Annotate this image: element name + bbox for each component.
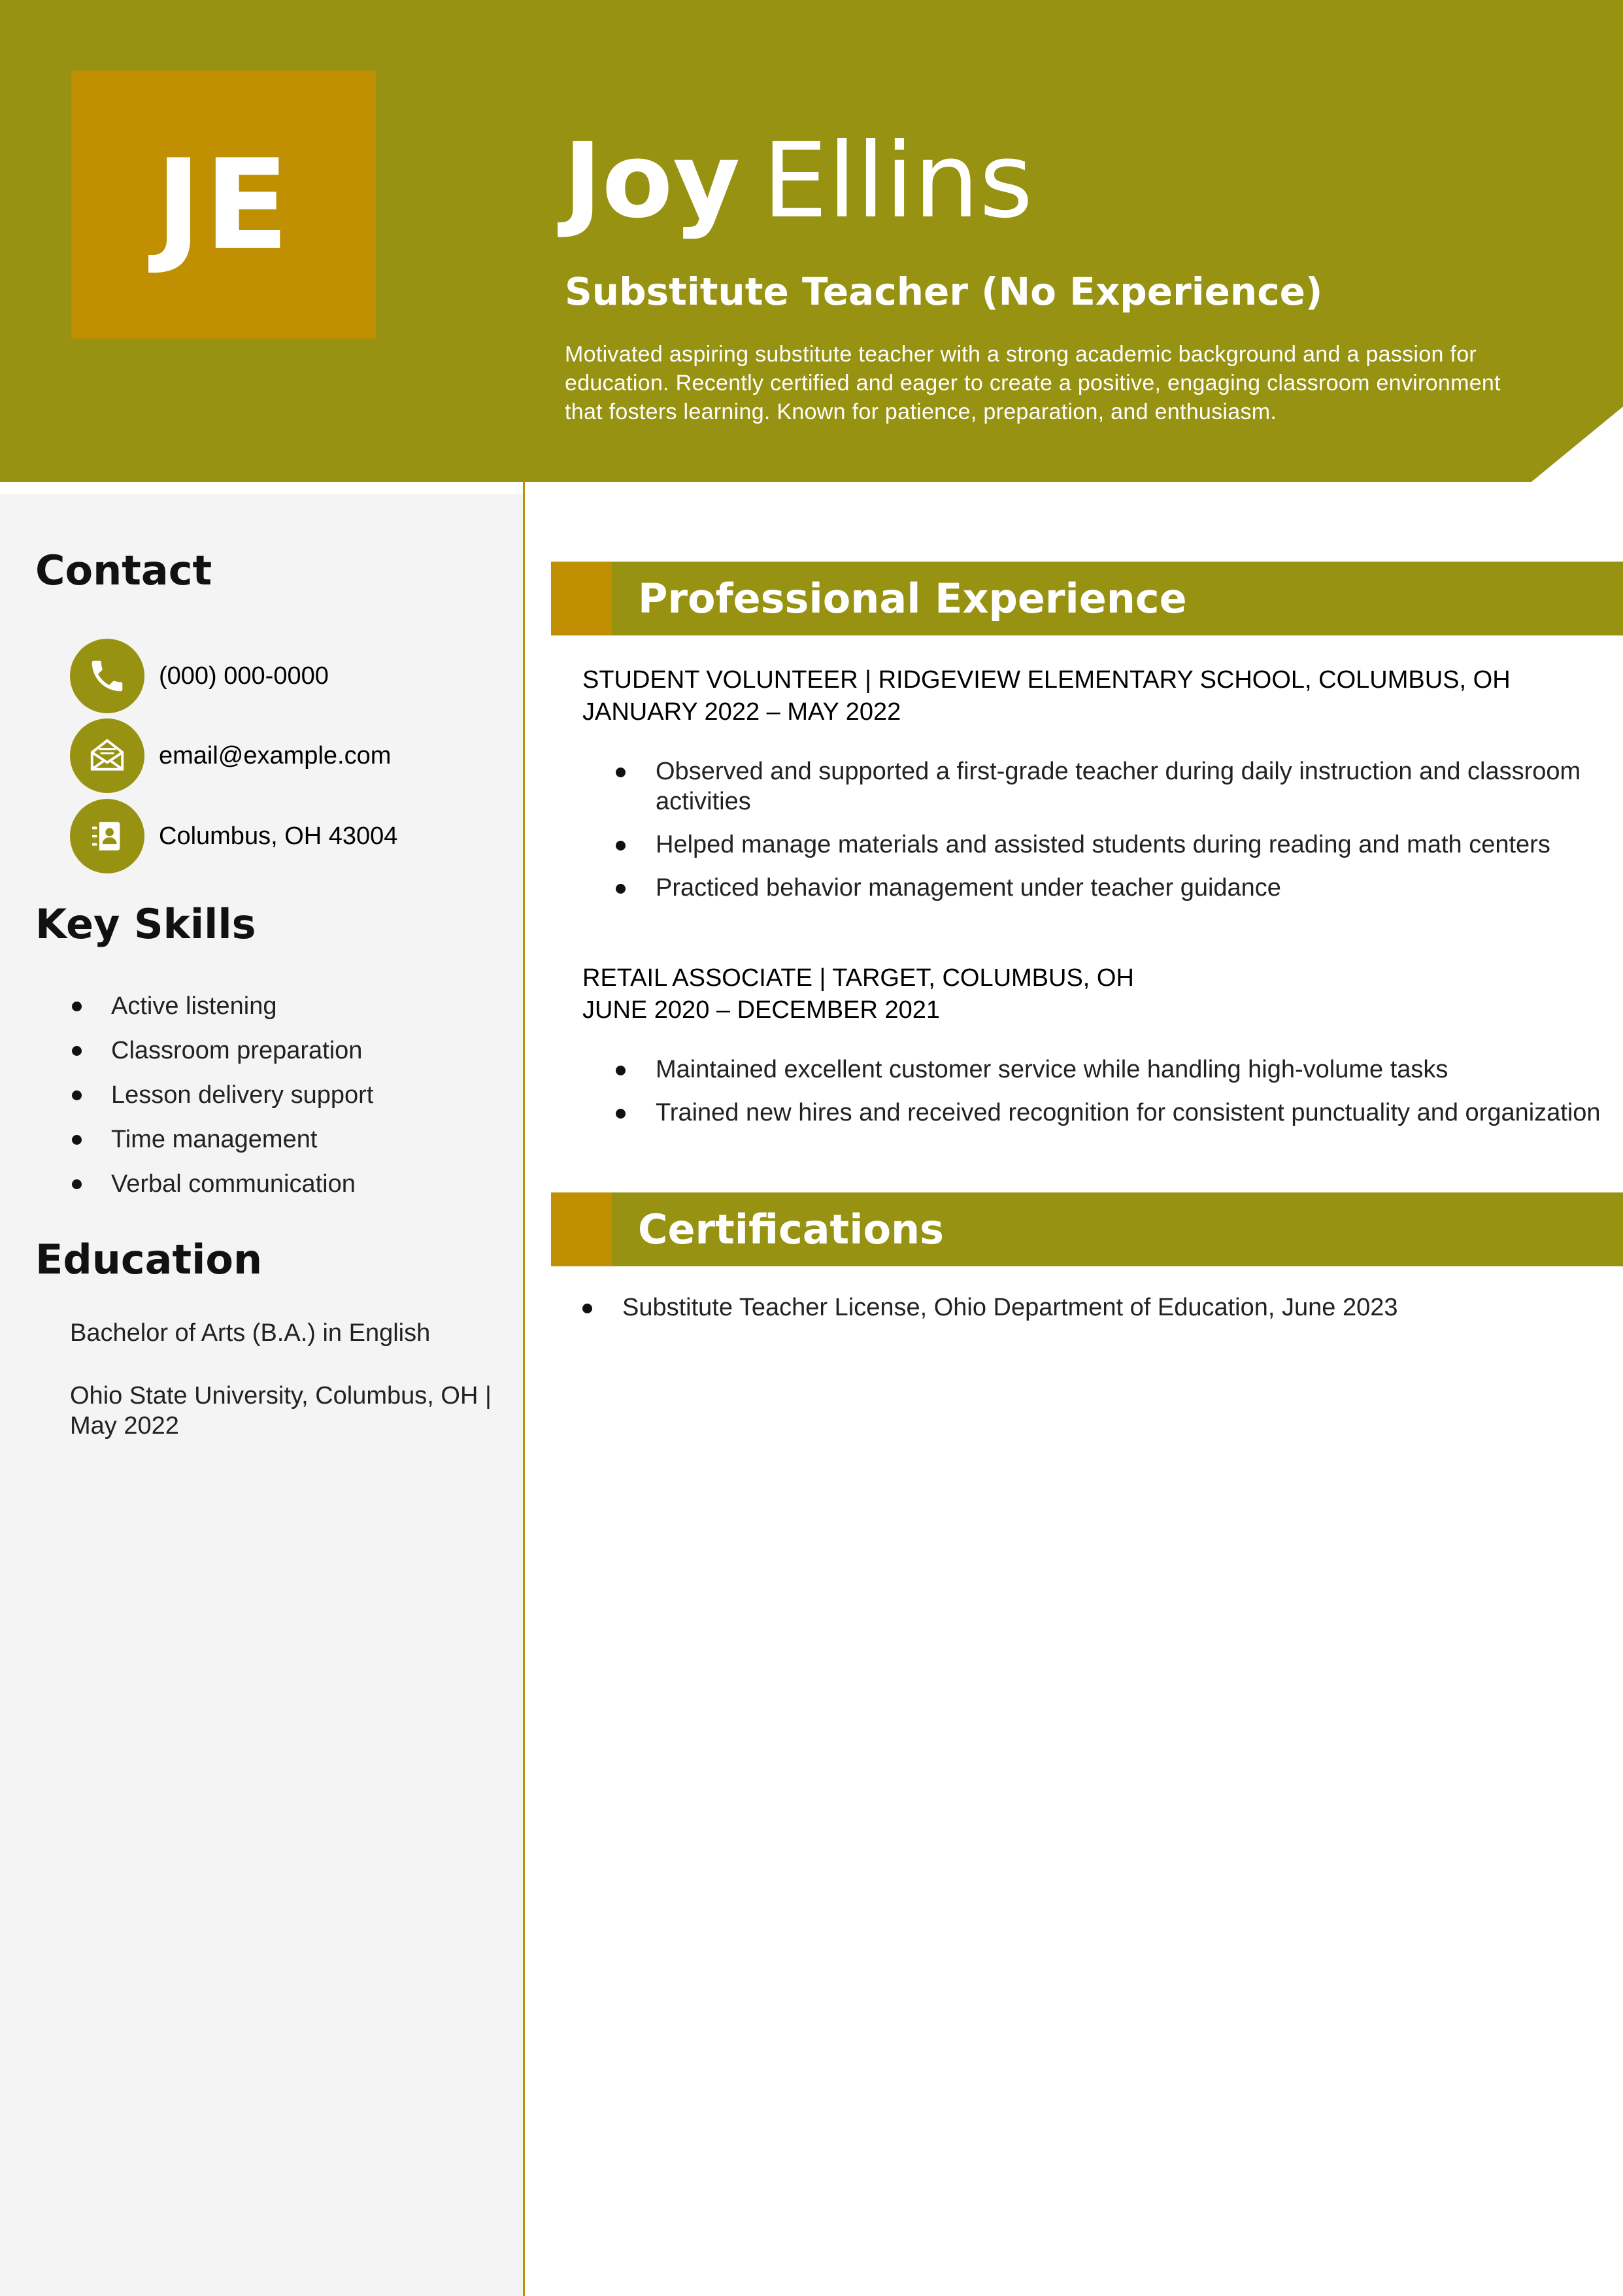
certifications-section-bar [551,1192,1623,1266]
list-item: Active listening [70,984,373,1028]
list-item: Time management [70,1117,373,1162]
profile-summary: Motivated aspiring substitute teacher with a strong academic background and a passion for education. Recently certified and eager to create a positive, engaging classroom environment that fosters learning. Known for patience, preparation, and enthusiasm. [565,342,1501,424]
degree-text: Bachelor of Arts (B.A.) in English [70,1319,431,1347]
first-name: Joy [563,121,741,241]
location-text: Columbus, OH 43004 [159,822,398,850]
address-book-icon [70,799,144,873]
certifications-heading: Certifications [638,1206,945,1253]
experience-section-bar [551,562,1623,635]
section-accent [551,562,612,635]
initials-text: JE [155,132,292,277]
experience-heading: Professional Experience [638,575,1187,622]
job-title: Substitute Teacher (No Experience) [565,269,1323,314]
list-item: Practiced behavior management under teacher guidance [614,873,1607,903]
contact-email [70,718,391,793]
list-item: Verbal communication [70,1162,373,1206]
column-divider [523,482,525,2296]
job-dates: JUNE 2020 – DECEMBER 2021 [582,996,941,1024]
candidate-name [563,121,1033,241]
job-bullets [614,756,1607,916]
contact-heading: Contact [35,547,212,594]
list-item: Lesson delivery support [70,1073,373,1117]
job-title-line: STUDENT VOLUNTEER | RIDGEVIEW ELEMENTARY SCHOOL, COLUMBUS, OH [582,666,1511,694]
certifications-list [580,1291,1600,1324]
job-bullets [614,1055,1607,1141]
job-title-line: RETAIL ASSOCIATE | TARGET, COLUMBUS, OH [582,964,1134,992]
contact-phone [70,639,329,713]
list-item: Classroom preparation [70,1028,373,1073]
header-corner-cut [1531,407,1623,482]
school-text: Ohio State University, Columbus, OH | May 2022 [70,1382,492,1440]
envelope-icon [70,718,144,793]
phone-number[interactable]: (000) 000-0000 [159,662,329,690]
last-name: Ellins [762,121,1033,241]
section-accent [551,1192,612,1266]
email-address[interactable]: email@example.com [159,741,392,769]
list-item: Observed and supported a first-grade teacher during daily instruction and classroom activities [614,756,1607,817]
key-skills-heading: Key Skills [35,900,256,948]
skills-list [70,984,373,1206]
list-item: Helped manage materials and assisted students during reading and math centers [614,830,1607,860]
list-item: Substitute Teacher License, Ohio Department of Education, June 2023 [580,1291,1600,1324]
initials-monogram [71,71,376,339]
phone-icon [70,639,144,713]
job-dates: JANUARY 2022 – MAY 2022 [582,698,901,726]
list-item: Trained new hires and received recognition for consistent punctuality and organization [614,1098,1607,1128]
contact-location [70,799,397,873]
list-item: Maintained excellent customer service while handling high-volume tasks [614,1055,1607,1085]
education-heading: Education [35,1236,263,1283]
